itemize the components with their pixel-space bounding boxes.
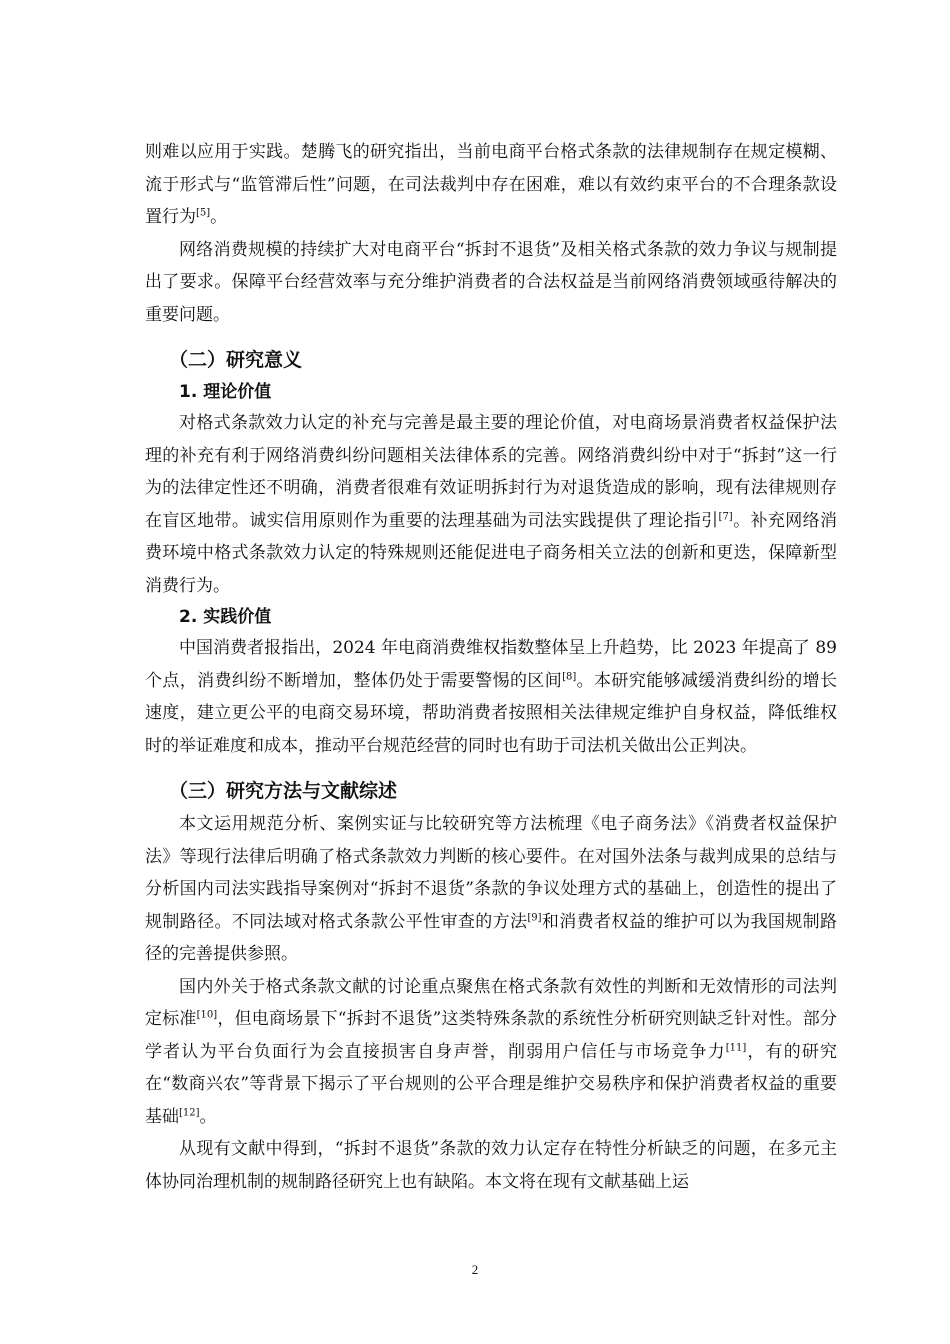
citation: [9] (527, 911, 542, 923)
text: 。 (199, 1106, 217, 1127)
text: 本文运用规范分析、案例实证与比较研究等方法梳理《电子商务法》《消费者权益保护法》等现行法律后明确了格式条款效力判断的核心要件。在对国外法条与裁判成果的总结与分析国内司法实践指导案例对“拆封不退货”条款的争议处理方式的基础上，创造性的提出了规制路径。不同法域对格式条款公平性审查的方法 (145, 814, 837, 932)
subheading-practical-value: 2. 实践价值 (179, 607, 272, 627)
paragraph-5 (145, 808, 837, 971)
text: ，但电商场景下“拆封不退货”这类特殊条款的系统性分析研究则缺乏针对性。部分学者认为平台负面行为会直接损害自身声誉，削弱用户信任与市场竞争力 (145, 1009, 837, 1062)
text: 中国消费者报指出，2024 年电商消费维权指数整体呈上升趋势，比 2023 年提高了 89 个点，消费纠纷不断增加，整体仍处于需要警惕的区间 (145, 638, 837, 691)
paragraph-6 (145, 971, 837, 1134)
citation: [7] (718, 510, 733, 522)
section-heading-research-significance: （二）研究意义 (169, 349, 303, 371)
paragraph-7: 从现有文献中得到，“拆封不退货”条款的效力认定存在特性分析缺乏的问题，在多元主体协同治理机制的规制路径研究上也有缺陷。本文将在现有文献基础上运 (145, 1139, 837, 1192)
citation: [5] (196, 207, 211, 219)
section-heading-methods-literature: （三）研究方法与文献综述 (169, 780, 398, 802)
text: 和消费者权益的维护可以为我国规制路径的完善提供参照。 (145, 911, 838, 964)
paragraph-1 (145, 136, 837, 234)
text: 对格式条款效力认定的补充与完善是最主要的理论价值，对电商场景消费者权益保护法理的补充有利于网络消费纠纷问题相关法律体系的完善。网络消费纠纷中对于“拆封”这一行为的法律定性还不明确，消费者很难有效证明拆封行为对退货造成的影响，现有法律规则存在盲区地带。诚实信用原则作为重要的法理基础为司法实践提供了理论指引 (145, 413, 837, 531)
text: ，有的研究在“数商兴农”等背景下揭示了平台规则的公平合理是维护交易秩序和保护消费者权益的重要基础 (145, 1041, 838, 1127)
text: 国内外关于格式条款文献的讨论重点聚焦在格式条款有效性的判断和无效情形的司法判定标准 (145, 976, 837, 1029)
text: 。本研究能够减缓消费纠纷的增长速度，建立更公平的电商交易环境，帮助消费者按照相关法律规定维护自身权益，降低维权时的举证难度和成本，推动平台规范经营的同时也有助于司法机关做出公正判决。 (145, 670, 837, 756)
citation: [8] (562, 670, 577, 682)
citation: [12] (179, 1106, 200, 1118)
page-body (145, 136, 837, 1198)
page-number: 2 (471, 1262, 479, 1277)
paragraph-2: 网络消费规模的持续扩大对电商平台“拆封不退货”及相关格式条款的效力争议与规制提出了要求。保障平台经营效率与充分维护消费者的合法权益是当前网络消费领域亟待解决的重要问题。 (145, 239, 837, 325)
text: 。 (210, 207, 228, 227)
citation: [11] (725, 1041, 747, 1053)
paragraph-4 (145, 632, 837, 762)
text: 。补充网络消费环境中格式条款效力认定的特殊规则还能促进电子商务相关立法的创新和更迭，保障新型消费行为。 (145, 510, 837, 596)
paragraph-3 (145, 407, 837, 602)
text: 则难以应用于实践。楚腾飞的研究指出，当前电商平台格式条款的法律规制存在规定模糊、流于形式与“监管滞后性”问题，在司法裁判中存在困难，难以有效约束平台的不合理条款设置行为 (145, 142, 837, 227)
citation: [10] (196, 1009, 218, 1021)
subheading-theoretical-value: 1. 理论价值 (179, 382, 272, 402)
